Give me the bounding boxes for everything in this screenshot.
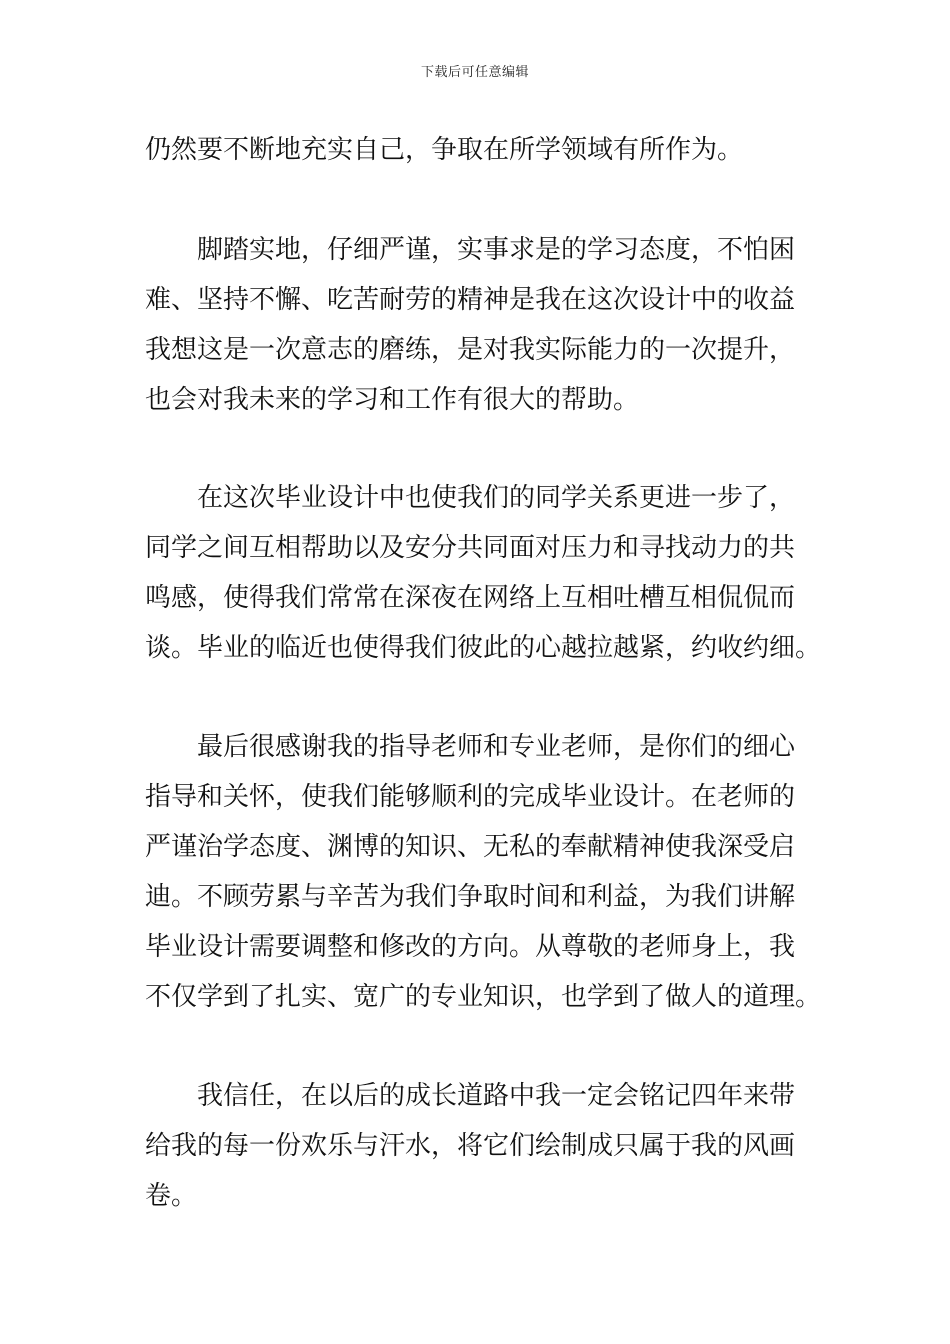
header-note: 下载后可任意编辑 [420, 65, 529, 80]
text-line: 鸣感，使得我们常常在深夜在网络上互相吐槽互相侃侃而 [145, 583, 796, 613]
paragraph-attitude [145, 225, 810, 425]
text-line: 不仅学到了扎实、宽广的专业知识，也学到了做人的道理。 [145, 982, 822, 1012]
text-line: 最后很感谢我的指导老师和专业老师，是你们的细心 [197, 732, 796, 762]
text-line: 在这次毕业设计中也使我们的同学关系更进一步了， [197, 483, 796, 513]
text-line: 毕业设计需要调整和修改的方向。从尊敬的老师身上，我 [145, 932, 796, 962]
text-line: 谈。毕业的临近也使得我们彼此的心越拉越紧，约收约细。 [145, 633, 822, 663]
text-line: 同学之间互相帮助以及安分共同面对压力和寻找动力的共 [145, 533, 796, 563]
text-line: 卷。 [145, 1181, 198, 1211]
text-line: 我信任，在以后的成长道路中我一定会铭记四年来带 [197, 1081, 796, 1111]
text-line: 脚踏实地，仔细严谨，实事求是的学习态度，不怕困 [197, 235, 796, 265]
text-line: 我想这是一次意志的磨练，是对我实际能力的一次提升， [145, 335, 796, 365]
text-line: 严谨治学态度、渊博的知识、无私的奉献精神使我深受启 [145, 832, 796, 862]
paragraph-continuation [145, 125, 810, 175]
paragraph-future [145, 1071, 810, 1221]
text-line: 迪。不顾劳累与辛苦为我们争取时间和利益，为我们讲解 [145, 882, 796, 912]
paragraph-teachers [145, 722, 822, 1022]
text-line: 也会对我未来的学习和工作有很大的帮助。 [145, 385, 640, 415]
text-line: 指导和关怀，使我们能够顺利的完成毕业设计。在老师的 [145, 782, 796, 812]
text-line: 难、坚持不懈、吃苦耐劳的精神是我在这次设计中的收益 [145, 285, 796, 315]
text-line: 仍然要不断地充实自己，争取在所学领域有所作为。 [145, 135, 744, 165]
paragraph-classmates [145, 473, 822, 673]
text-line: 给我的每一份欢乐与汗水，将它们绘制成只属于我的风画 [145, 1131, 796, 1161]
